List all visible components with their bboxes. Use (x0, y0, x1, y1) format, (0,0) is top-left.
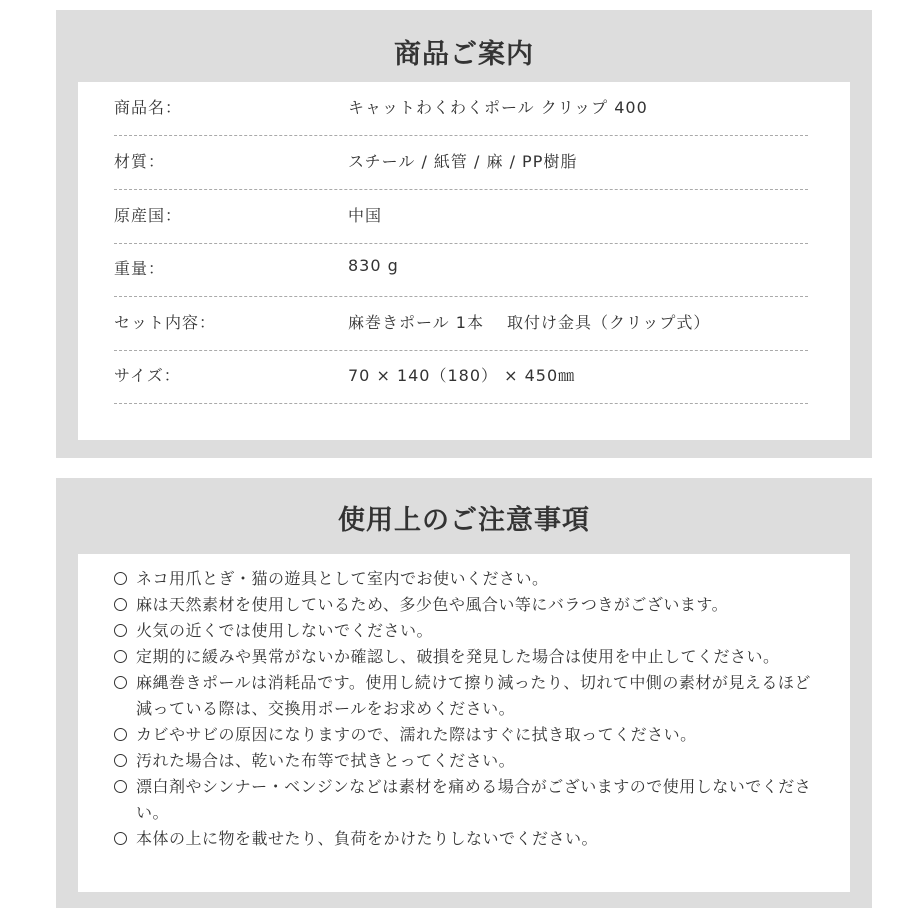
note-text: カビやサビの原因になりますので、濡れた際はすぐに拭き取ってください。 (136, 725, 697, 744)
note-item (114, 748, 814, 774)
product-info-panel (56, 10, 872, 458)
note-text: 定期的に緩みや異常がないか確認し、破損を発見した場合は使用を中止してください。 (136, 647, 780, 666)
circle-bullet-icon (114, 832, 127, 845)
spec-value: 中国 (348, 206, 383, 225)
spec-row-size (114, 350, 808, 404)
circle-bullet-icon (114, 728, 127, 741)
note-item (114, 722, 814, 748)
circle-bullet-icon (114, 754, 127, 767)
note-item (114, 644, 814, 670)
circle-bullet-icon (114, 780, 127, 793)
note-item (114, 566, 814, 592)
note-text: 漂白剤やシンナー・ベンジンなどは素材を痛める場合がございますので使用しないでください。 (136, 777, 812, 822)
spec-row-origin (114, 190, 808, 244)
circle-bullet-icon (114, 676, 127, 689)
spec-label: 材質： (114, 152, 166, 171)
spec-value: 830 g (348, 256, 399, 275)
note-text: 本体の上に物を載せたり、負荷をかけたりしないでください。 (136, 829, 599, 848)
spec-value: 麻巻きポール 1本 取付け金具（クリップ式） (348, 313, 711, 332)
note-item (114, 774, 814, 826)
note-text: 汚れた場合は、乾いた布等で拭きとってください。 (136, 751, 516, 770)
note-text: 麻縄巻きポールは消耗品です。使用し続けて擦り減ったり、切れて中側の素材が見えるほど減っている際は、交換用ポールをお求めください。 (136, 673, 811, 718)
note-text: 麻は天然素材を使用しているため、多少色や風合い等にバラつきがございます。 (136, 595, 729, 614)
product-info-card (78, 82, 850, 440)
spec-label: 商品名： (114, 98, 183, 117)
spec-value: スチール / 紙管 / 麻 / PP樹脂 (348, 152, 578, 171)
circle-bullet-icon (114, 650, 127, 663)
spec-value: 70 × 140（180） × 450㎜ (348, 366, 576, 385)
spec-label: 原産国： (114, 206, 183, 225)
product-info-title: 商品ご案内 (394, 39, 534, 70)
note-item (114, 592, 814, 618)
spec-label: 重量： (114, 259, 166, 278)
circle-bullet-icon (114, 572, 127, 585)
usage-notes-panel (56, 478, 872, 908)
usage-notes-list (114, 566, 814, 852)
spec-label: サイズ： (114, 366, 181, 385)
usage-notes-card (78, 554, 850, 892)
note-item (114, 826, 814, 852)
note-text: 火気の近くでは使用しないでください。 (136, 621, 434, 640)
spec-row-set-contents (114, 297, 808, 351)
circle-bullet-icon (114, 598, 127, 611)
spec-row-weight (114, 243, 808, 297)
spec-label: セット内容： (114, 313, 217, 332)
note-text: ネコ用爪とぎ・猫の遊具として室内でお使いください。 (136, 569, 549, 588)
circle-bullet-icon (114, 624, 127, 637)
spec-value: キャットわくわくポール クリップ 400 (348, 98, 648, 117)
usage-notes-title: 使用上のご注意事項 (338, 505, 590, 536)
spec-row-material (114, 136, 808, 190)
note-item (114, 670, 814, 722)
spec-row-product-name (114, 82, 808, 136)
note-item (114, 618, 814, 644)
